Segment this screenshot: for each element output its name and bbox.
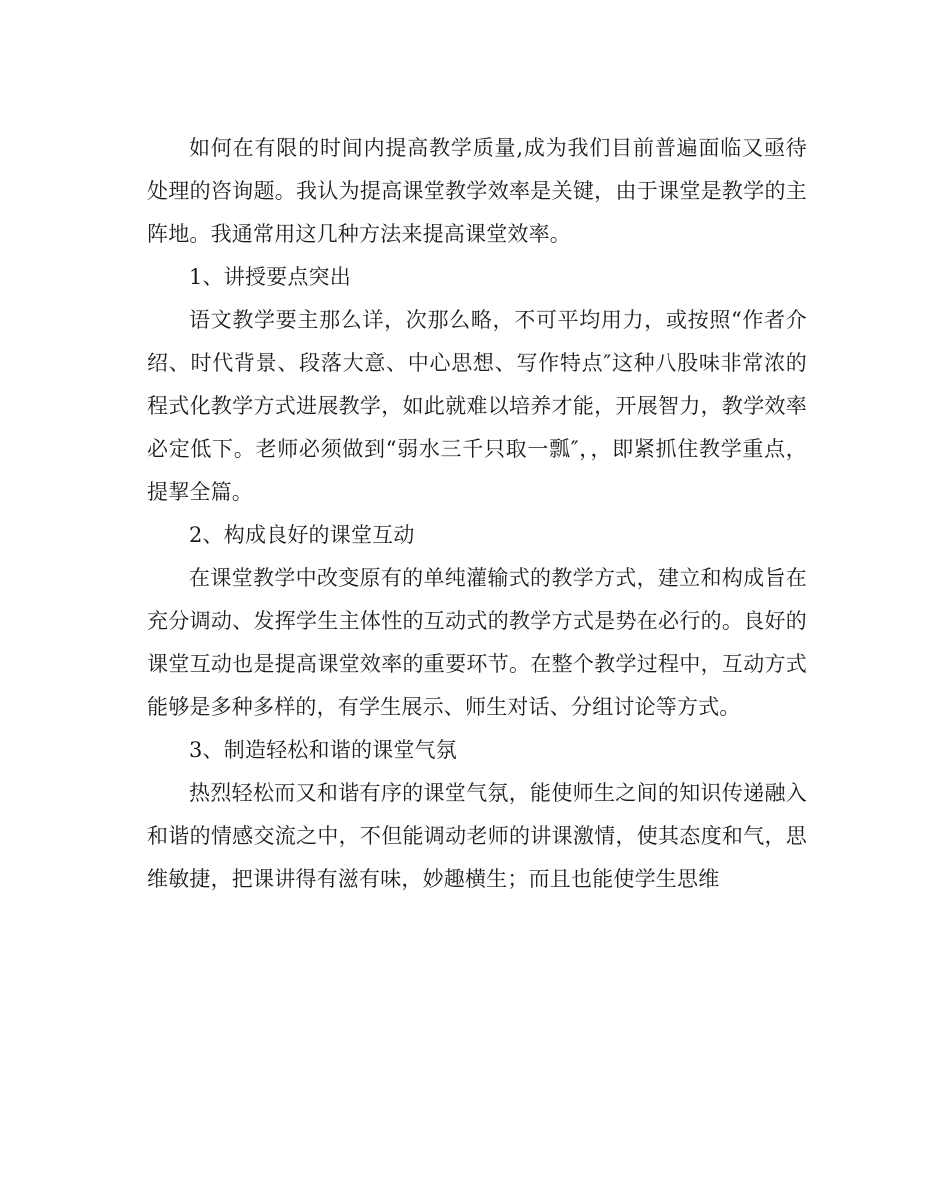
section-heading-3: 3、制造轻松和谐的课堂气氛 — [189, 738, 457, 762]
intro-paragraph: 如何在有限的时间内提高教学质量,成为我们目前普遍面临又亟待处理的咨询题。我认为提高课堂教学效率是关键，由于课堂是教学的主阵地。我通常用这几种方法来提高课堂效率。 — [147, 136, 807, 246]
section-3-paragraph: 热烈轻松而又和谐有序的课堂气氛，能使师生之间的知识传递融入和谐的情感交流之中，不但能调动老师的讲课激情，使其态度和气，思维敏捷，把课讲得有滋有味，妙趣横生；而且也能使学生思维 — [147, 781, 807, 891]
section-heading-1: 1、讲授要点突出 — [189, 265, 351, 289]
section-2-paragraph: 在课堂教学中改变原有的单纯灌输式的教学方式，建立和构成旨在充分调动、发挥学生主体性的互动式的教学方式是势在必行的。良好的课堂互动也是提高课堂效率的重要环节。在整个教学过程中，互动方式能够是多种多样的，有学生展示、师生对话、分组讨论等方式。 — [147, 566, 807, 719]
section-heading-2: 2、构成良好的课堂互动 — [189, 523, 415, 547]
section-1-paragraph: 语文教学要主那么详，次那么略，不可平均用力，或按照“作者介绍、时代背景、段落大意、中心思想、写作特点″这种八股味非常浓的程式化教学方式进展教学，如此就难以培养才能，开展智力，教学效率必定低下。老师必须做到“弱水三千只取一瓢″，，即紧抓住教学重点，提挈全篇。 — [147, 308, 807, 504]
document-body — [147, 127, 807, 901]
